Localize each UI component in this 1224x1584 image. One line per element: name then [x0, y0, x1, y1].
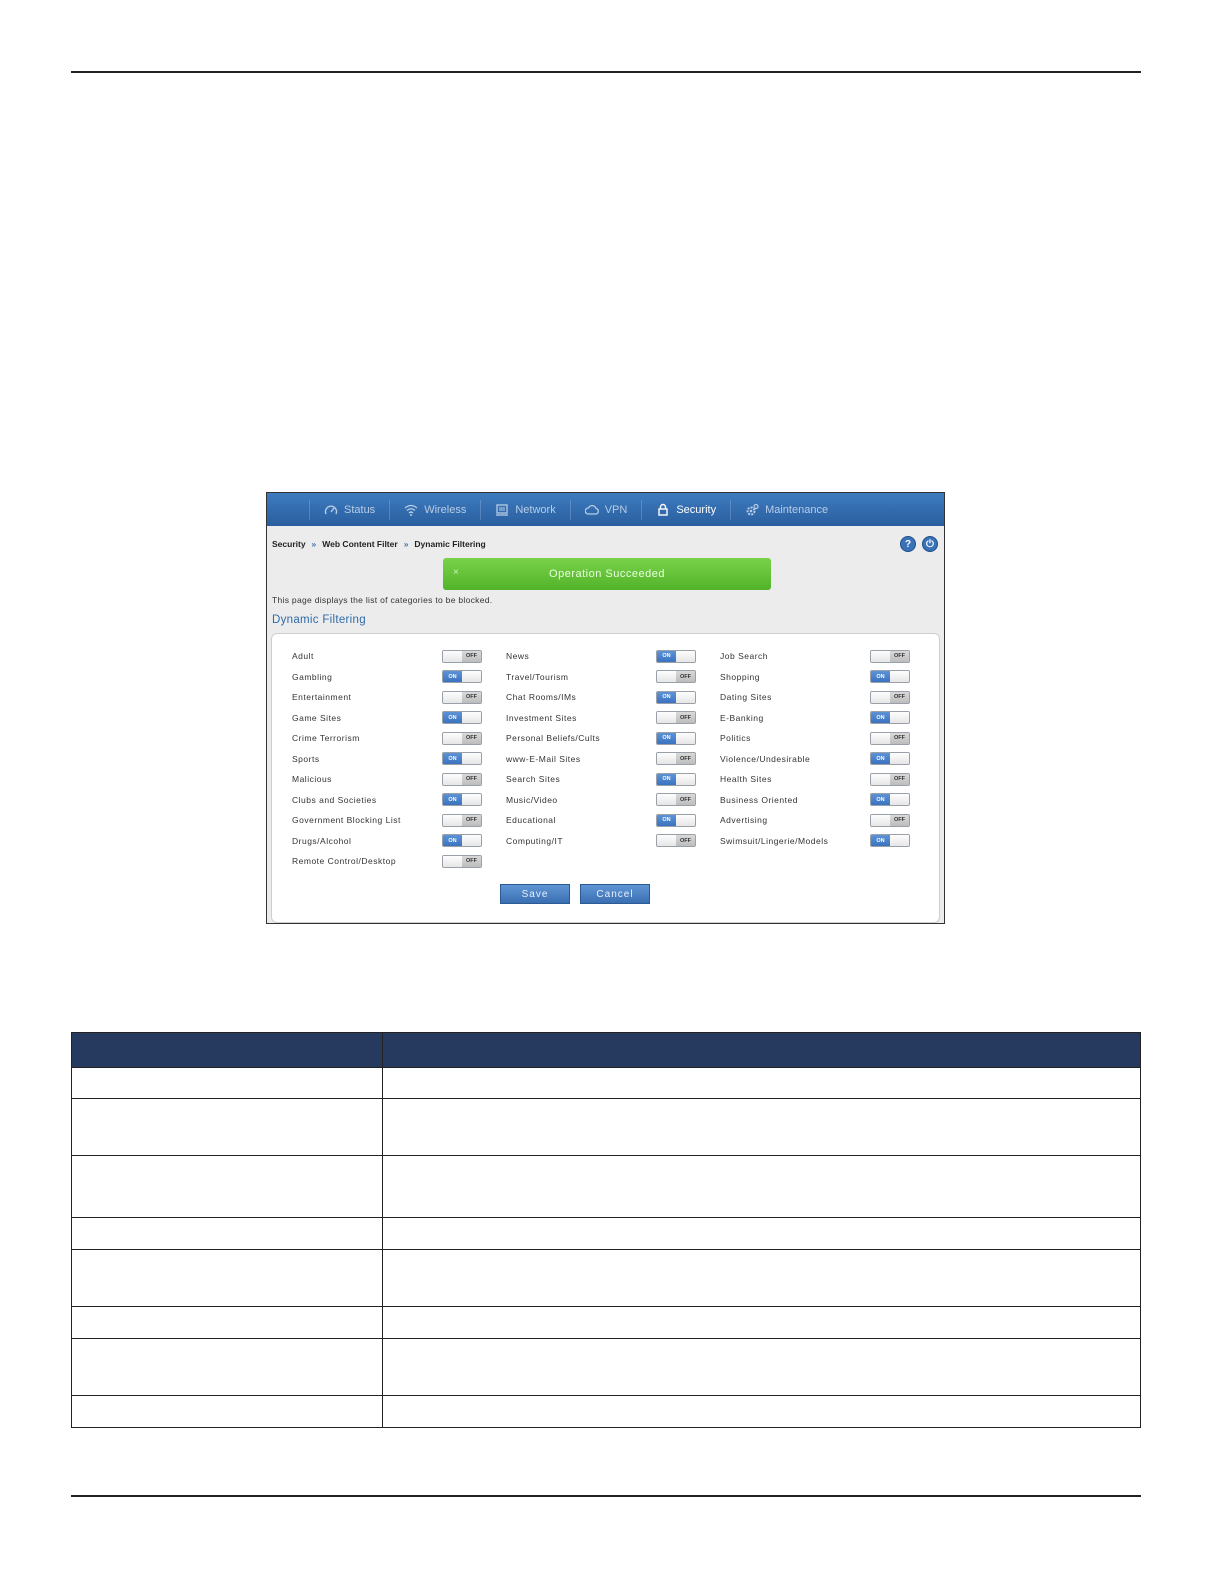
toggle-on-label: ON — [443, 794, 462, 805]
success-text: Operation Succeeded — [549, 568, 665, 580]
toggle-off-label: OFF — [890, 815, 909, 826]
table-cell — [72, 1307, 383, 1339]
page-description: This page displays the list of categories to be blocked. — [272, 595, 493, 605]
toggle-off-label: OFF — [462, 733, 481, 744]
toggle-on-label: ON — [871, 712, 890, 723]
category-row — [292, 769, 482, 790]
category-toggle[interactable] — [656, 752, 696, 765]
category-label: Advertising — [720, 815, 768, 826]
category-row — [506, 769, 696, 790]
category-label: Remote Control/Desktop — [292, 856, 397, 867]
table-cell — [72, 1156, 383, 1218]
toggle-knob — [462, 794, 481, 805]
form-buttons — [500, 884, 650, 904]
category-row — [506, 728, 696, 749]
category-label: Shopping — [720, 671, 760, 682]
category-label: Violence/Undesirable — [720, 753, 811, 764]
toggle-on-label: ON — [443, 835, 462, 846]
category-label: Job Search — [720, 651, 768, 662]
toggle-on-label: ON — [871, 835, 890, 846]
table-row — [72, 1250, 1141, 1307]
category-row — [292, 708, 482, 729]
toggle-knob — [462, 712, 481, 723]
toggle-off-label: OFF — [462, 774, 481, 785]
category-label: Swimsuit/Lingerie/Models — [720, 835, 829, 846]
toggle-knob — [676, 692, 695, 703]
close-icon[interactable]: × — [453, 567, 460, 578]
gear-icon — [745, 503, 759, 517]
toggle-knob — [890, 794, 909, 805]
table-row — [72, 1396, 1141, 1428]
toggle-knob — [462, 835, 481, 846]
toggle-knob — [443, 774, 462, 785]
category-row — [292, 810, 482, 831]
category-toggle[interactable] — [870, 814, 910, 827]
toggle-knob — [462, 753, 481, 764]
category-row — [292, 687, 482, 708]
category-toggle[interactable] — [656, 711, 696, 724]
nav-label: VPN — [604, 503, 628, 516]
category-label: Crime Terrorism — [292, 733, 360, 744]
category-label: Business Oriented — [720, 794, 798, 805]
top-nav — [267, 493, 944, 526]
table-cell — [383, 1396, 1141, 1428]
category-toggle[interactable] — [656, 670, 696, 683]
category-label: Adult — [292, 651, 314, 662]
table-cell — [72, 1339, 383, 1396]
toggle-off-label: OFF — [676, 712, 695, 723]
category-toggle[interactable] — [442, 732, 482, 745]
gauge-icon — [324, 503, 338, 517]
network-icon — [495, 503, 509, 517]
toggle-on-label: ON — [657, 692, 676, 703]
category-label: Clubs and Societies — [292, 794, 377, 805]
category-row — [506, 790, 696, 811]
category-toggle[interactable] — [442, 834, 482, 847]
toggle-knob — [676, 815, 695, 826]
category-row — [720, 646, 910, 667]
category-label: Malicious — [292, 774, 332, 785]
category-label: Personal Beliefs/Cults — [506, 733, 601, 744]
category-label: Search Sites — [506, 774, 561, 785]
toggle-on-label: ON — [443, 753, 462, 764]
category-toggle[interactable] — [656, 814, 696, 827]
toggle-knob — [443, 651, 462, 662]
table-cell — [383, 1250, 1141, 1307]
category-toggle[interactable] — [442, 814, 482, 827]
toggle-off-label: OFF — [462, 815, 481, 826]
category-label: Travel/Tourism — [506, 671, 569, 682]
toggle-off-label: OFF — [890, 692, 909, 703]
breadcrumb-item[interactable]: Security — [272, 539, 306, 549]
logout-icon[interactable]: ⏻ — [922, 536, 938, 552]
toggle-on-label: ON — [657, 774, 676, 785]
category-label: Gambling — [292, 671, 333, 682]
category-row — [292, 667, 482, 688]
success-banner — [443, 558, 771, 590]
help-icon[interactable]: ? — [900, 536, 916, 552]
nav-label: Maintenance — [765, 503, 829, 516]
category-row — [720, 667, 910, 688]
footer-rule — [71, 1495, 1141, 1497]
nav-item-maintenance[interactable] — [730, 500, 842, 520]
category-toggle[interactable] — [442, 773, 482, 786]
category-row — [720, 687, 910, 708]
toggle-knob — [871, 651, 890, 662]
category-toggle[interactable] — [442, 793, 482, 806]
category-row — [292, 728, 482, 749]
category-toggle[interactable] — [656, 834, 696, 847]
category-row — [506, 667, 696, 688]
toggle-knob — [890, 753, 909, 764]
category-toggle[interactable] — [442, 691, 482, 704]
category-label: www-E-Mail Sites — [506, 753, 581, 764]
category-row — [506, 810, 696, 831]
table-row — [72, 1218, 1141, 1250]
breadcrumb-separator: » — [403, 539, 409, 549]
toggle-knob — [657, 753, 676, 764]
category-row — [506, 831, 696, 852]
category-row — [506, 646, 696, 667]
category-grid — [292, 646, 934, 872]
toggle-off-label: OFF — [676, 671, 695, 682]
category-toggle[interactable] — [656, 732, 696, 745]
cloud-icon — [585, 503, 599, 517]
toggle-knob — [871, 733, 890, 744]
toggle-off-label: OFF — [676, 794, 695, 805]
category-toggle[interactable] — [870, 670, 910, 683]
category-row — [720, 708, 910, 729]
category-label: Educational — [506, 815, 556, 826]
table-cell — [72, 1396, 383, 1428]
category-row — [292, 831, 482, 852]
category-toggle[interactable] — [870, 711, 910, 724]
category-label: Music/Video — [506, 794, 558, 805]
category-row — [720, 749, 910, 770]
category-toggle[interactable] — [656, 650, 696, 663]
category-toggle[interactable] — [870, 793, 910, 806]
toggle-knob — [657, 712, 676, 723]
toggle-off-label: OFF — [462, 651, 481, 662]
toggle-knob — [890, 671, 909, 682]
toggle-on-label: ON — [657, 733, 676, 744]
toggle-off-label: OFF — [462, 692, 481, 703]
category-row — [506, 749, 696, 770]
category-row — [506, 708, 696, 729]
category-label: Health Sites — [720, 774, 772, 785]
table-cell — [383, 1068, 1141, 1099]
description-table — [71, 1032, 1141, 1428]
table-cell — [383, 1307, 1141, 1339]
filter-panel — [271, 633, 940, 923]
category-row — [720, 790, 910, 811]
nav-item-status[interactable] — [309, 500, 389, 520]
category-label: Dating Sites — [720, 692, 772, 703]
cancel-button[interactable]: Cancel — [580, 884, 650, 904]
table-cell — [383, 1339, 1141, 1396]
category-toggle[interactable] — [656, 773, 696, 786]
nav-item-wireless[interactable] — [389, 500, 480, 520]
category-label: Computing/IT — [506, 835, 564, 846]
category-toggle[interactable] — [442, 650, 482, 663]
category-toggle[interactable] — [656, 691, 696, 704]
category-toggle[interactable] — [442, 752, 482, 765]
lock-icon — [656, 503, 670, 517]
breadcrumb — [272, 539, 486, 549]
toggle-knob — [657, 794, 676, 805]
table-row — [72, 1156, 1141, 1218]
nav-item-network[interactable] — [480, 500, 569, 520]
toggle-off-label: OFF — [676, 753, 695, 764]
toggle-on-label: ON — [871, 671, 890, 682]
table-row — [72, 1339, 1141, 1396]
breadcrumb-separator: » — [311, 539, 317, 549]
table-header-row — [72, 1033, 1141, 1068]
category-row — [292, 646, 482, 667]
category-row — [292, 790, 482, 811]
toggle-knob — [676, 774, 695, 785]
toggle-knob — [871, 692, 890, 703]
toggle-on-label: ON — [657, 815, 676, 826]
toggle-knob — [676, 733, 695, 744]
toggle-on-label: ON — [657, 651, 676, 662]
category-label: Politics — [720, 733, 751, 744]
toggle-on-label: ON — [443, 671, 462, 682]
category-toggle[interactable] — [442, 711, 482, 724]
breadcrumb-item: Dynamic Filtering — [414, 539, 486, 549]
table-row — [72, 1099, 1141, 1156]
table-cell — [383, 1156, 1141, 1218]
wifi-icon — [404, 503, 418, 517]
nav-label: Wireless — [424, 503, 467, 516]
category-row — [292, 851, 482, 872]
toggle-knob — [657, 835, 676, 846]
table-header-cell — [72, 1033, 383, 1068]
toggle-knob — [443, 856, 462, 867]
table-cell — [72, 1250, 383, 1307]
table-cell — [72, 1068, 383, 1099]
toggle-knob — [890, 835, 909, 846]
toggle-off-label: OFF — [462, 856, 481, 867]
category-toggle[interactable] — [870, 773, 910, 786]
toggle-knob — [890, 712, 909, 723]
category-toggle[interactable] — [442, 670, 482, 683]
toggle-knob — [871, 815, 890, 826]
nav-item-vpn[interactable] — [570, 500, 642, 520]
nav-label: Network — [515, 503, 556, 516]
nav-label: Security — [676, 503, 717, 516]
toggle-off-label: OFF — [890, 733, 909, 744]
toggle-knob — [443, 733, 462, 744]
table-cell — [72, 1099, 383, 1156]
screenshot-frame — [266, 492, 945, 924]
toggle-knob — [443, 692, 462, 703]
category-toggle[interactable] — [870, 752, 910, 765]
toggle-knob — [462, 671, 481, 682]
toggle-knob — [657, 671, 676, 682]
table-cell — [383, 1099, 1141, 1156]
category-toggle[interactable] — [442, 855, 482, 868]
toggle-off-label: OFF — [676, 835, 695, 846]
category-row — [720, 769, 910, 790]
category-toggle[interactable] — [870, 732, 910, 745]
table-cell — [72, 1218, 383, 1250]
toggle-on-label: ON — [871, 753, 890, 764]
category-toggle[interactable] — [870, 834, 910, 847]
category-row — [720, 831, 910, 852]
category-label: Sports — [292, 753, 320, 764]
category-row — [506, 687, 696, 708]
nav-item-security[interactable] — [641, 500, 730, 520]
category-label: Drugs/Alcohol — [292, 835, 352, 846]
category-row — [292, 749, 482, 770]
toggle-knob — [443, 815, 462, 826]
category-toggle[interactable] — [656, 793, 696, 806]
header-rule — [71, 71, 1141, 73]
save-button[interactable]: Save — [500, 884, 570, 904]
help-buttons — [900, 536, 938, 552]
category-label: E-Banking — [720, 712, 764, 723]
table-row — [72, 1307, 1141, 1339]
section-title: Dynamic Filtering — [272, 614, 366, 626]
category-label: News — [506, 651, 530, 662]
toggle-off-label: OFF — [890, 651, 909, 662]
category-label: Government Blocking List — [292, 815, 401, 826]
category-label: Game Sites — [292, 712, 342, 723]
table-header-cell — [383, 1033, 1141, 1068]
nav-label: Status — [344, 503, 376, 516]
category-label: Investment Sites — [506, 712, 577, 723]
table-cell — [383, 1218, 1141, 1250]
toggle-off-label: OFF — [890, 774, 909, 785]
category-row — [720, 728, 910, 749]
category-label: Chat Rooms/IMs — [506, 692, 577, 703]
toggle-on-label: ON — [871, 794, 890, 805]
category-row — [720, 810, 910, 831]
category-toggle[interactable] — [870, 650, 910, 663]
category-label: Entertainment — [292, 692, 352, 703]
toggle-on-label: ON — [443, 712, 462, 723]
category-toggle[interactable] — [870, 691, 910, 704]
table-row — [72, 1068, 1141, 1099]
toggle-knob — [676, 651, 695, 662]
toggle-knob — [871, 774, 890, 785]
breadcrumb-item[interactable]: Web Content Filter — [322, 539, 398, 549]
